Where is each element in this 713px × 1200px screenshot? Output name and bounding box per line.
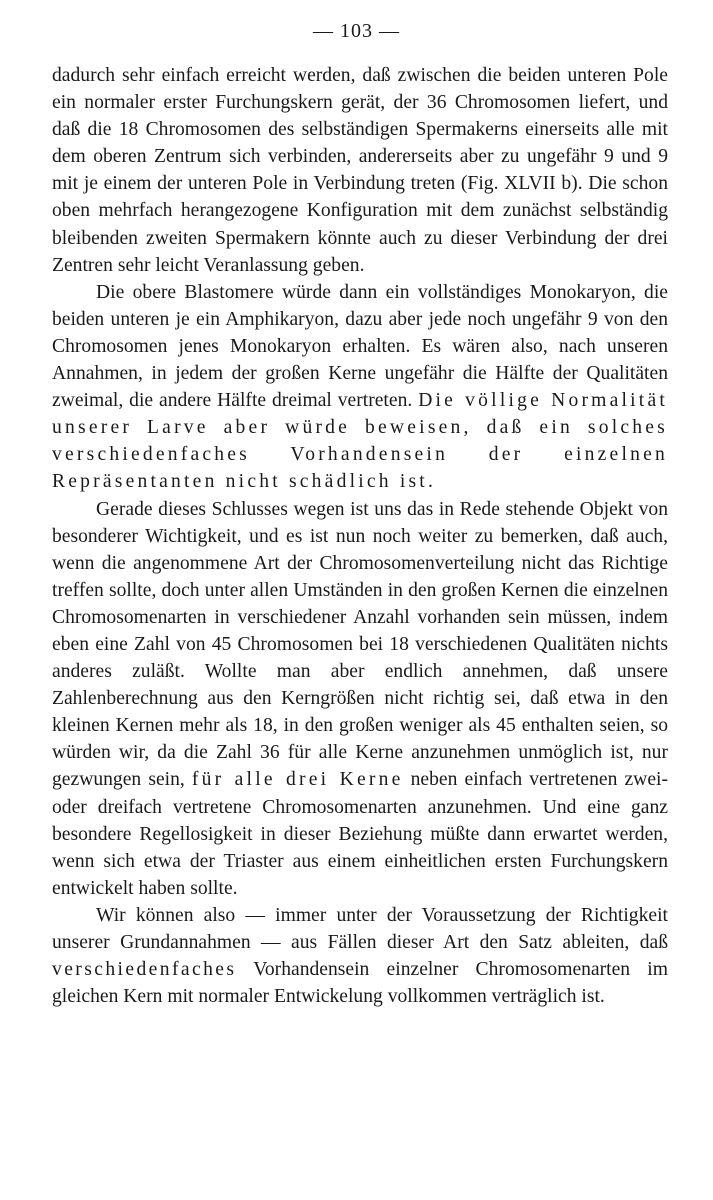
paragraph-4: [52, 902, 668, 1010]
paragraph-3: [52, 496, 668, 902]
emphasized-phrase-drei-kerne: für alle drei Kerne: [191, 769, 404, 791]
paragraph-3-text: Gerade dieses Schlusses wegen ist uns das in Rede stehende Objekt von besonderer Wichtigkeit, und es ist nun noch weiter zu bemerken, daß auch, wenn die angenommene Art der Chromosomenverteilung nicht das Richtige treffen sollte, doch unter allen Umständen in den großen Kernen die einzelnen Chromosomenarten in verschiedener Anzahl vorhanden sein müssen, indem eben eine Zahl von 45 Chromosomen bei 18 verschiedenen Qualitäten nichts anderes zuläßt. Wollte man aber endlich annehmen, daß unsere Zahlenberechnung aus den Kerngrößen nicht richtig sei, daß etwa in den kleinen Kernen mehr als 18, in den großen weniger als 45 enthalten seien, so würden wir, da die Zahl 36 für alle Kerne anzunehmen unmöglich ist, nur gezwungen sein,: [52, 498, 668, 791]
paragraph-2-text: Die obere Blastomere würde dann ein vollständiges Monokaryon, die beiden unteren je ein Amphikaryon, dazu aber jede noch ungefähr 9 von den Chromosomen jenes Monokaryon erhalten. Es wären also, nach unseren Annahmen, in jedem der großen Kerne ungefähr die Hälfte der Qualitäten zweimal, die andere Hälfte dreimal vertreten.: [52, 281, 668, 412]
paragraph-2: [52, 279, 668, 496]
paragraph-4-text-rest: Vorhandensein einzelner Chromosomenarten im gleichen Kern mit normaler Entwickelung vollkommen verträglich ist.: [52, 959, 668, 1008]
emphasized-word-verschiedenfaches: verschiedenfaches: [52, 959, 237, 981]
paragraph-1-text: dadurch sehr einfach erreicht werden, daß zwischen die beiden unteren Pole ein normaler erster Furchungskern gerät, der 36 Chromosomen liefert, und daß die 18 Chromosomen des selbständigen Spermakerns einerseits alle mit dem oberen Zentrum sich verbinden, andererseits aber zu ungefähr 9 und 9 mit je einem der unteren Pole in Verbindung treten (Fig. XLVII b). Die schon oben mehrfach herangezogene Konfiguration mit dem zunächst selbständig bleibenden zweiten Spermakern könnte auch zu dieser Verbindung der drei Zentren sehr leicht Veranlassung geben.: [52, 65, 668, 276]
paragraph-3-text-rest: neben einfach vertretenen zwei- oder dreifach vertretene Chromosomenarten anzunehmen. Und eine ganz besondere Regellosigkeit in dieser Beziehung müßte dann erwartet werden, wenn sich etwa der Triaster aus einem einheitlichen ersten Furchungskern entwickelt haben sollte.: [52, 769, 668, 899]
body-text: [52, 62, 668, 1010]
paragraph-1: [52, 62, 668, 279]
emphasized-sentence: Die völlige Normalität unserer Larve aber würde beweisen, daß ein solches verschiedenfaches Vorhandensein der einzelnen Repräsentanten nicht schädlich ist.: [52, 390, 668, 493]
paragraph-4-text: Wir können also — immer unter der Voraussetzung der Richtigkeit unserer Grundannahmen — aus Fällen dieser Art den Satz ableiten, daß: [52, 904, 668, 953]
page-number: — 103 —: [313, 20, 400, 42]
